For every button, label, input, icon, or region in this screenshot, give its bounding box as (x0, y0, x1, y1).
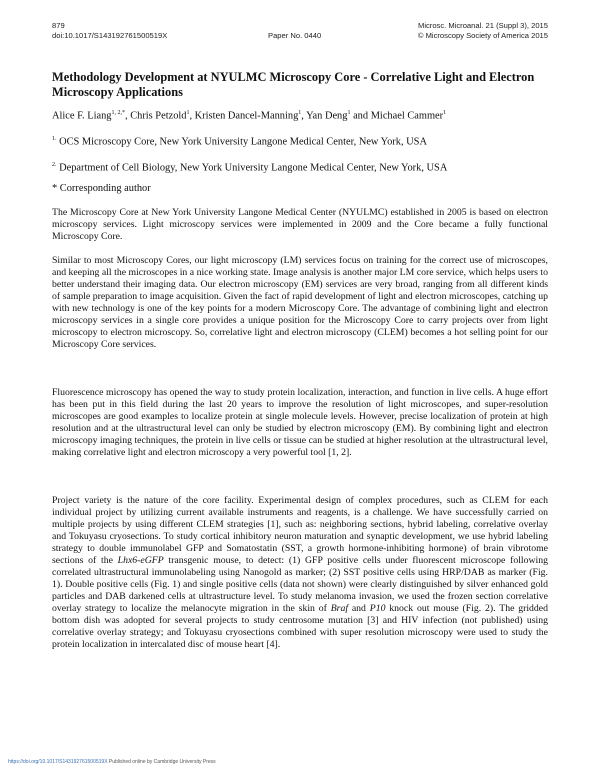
author-affiliation-mark: 1 (298, 110, 302, 116)
affiliation-number: 1. (52, 136, 57, 142)
author-affiliation-mark: 1, 2,* (111, 110, 125, 116)
affiliation-text: Department of Cell Biology, New York University Langone Medical Center, New York, USA (59, 162, 448, 174)
author-name: Chris Petzold (130, 110, 187, 122)
affiliation-1 (52, 136, 548, 147)
affiliation-number: 2. (52, 162, 57, 168)
page-number: 879 (52, 21, 65, 30)
paragraph-2: Similar to most Microscopy Cores, our light microscopy (LM) services focus on training for the correct use of microscopes, and keeping all the microscopes in a nice working state. Image analysis is another major LM core service, which helps users to better understand their imaging data. Our electron microscopy (EM) services are very broad, ranging from all different kinds of sample preparation to image acquisition. Given the fact of rapid development of light and electron microscopes, catching up with new technology is one of the key points for a modern Microscopy Core. The advantage of combining light and electron microscopy services in a single core provides a unique position for the Microscopy Core to carry projects over from light microscopy to electron microscopy. So, correlative light and electron microscopy (CLEM) becomes a hot selling point for our Microscopy Core services. (52, 255, 548, 350)
doi: doi:10.1017/S143192761500519X (52, 30, 168, 40)
author-list: Alice F. Liang$^{1, 2,*}$, Chris Petzold$^1$, Kristen Dancel-Manning$^1$, Yan Deng$^1$ and Michael Cammer$^1$ (52, 110, 447, 122)
journal-citation: Microsc. Microanal. 21 (Suppl 3), 2015 (418, 21, 548, 30)
paragraph-text: transgenic mouse, to detect: (1) GFP positive cells under fluorescent microscope following correlated ultrastructural immunolabeling using Nanogold as marker; (2) SST positive cells using HRP/DAB as marker (Fig. 1). Double positive cells (Fig. 1) and single positive cells (data not shown) were clearly distinguished by silver enhanced gold particles and DAB darkened cells at ultrastructure level. To study melanoma invasion, we used the frozen section correlative overlay strategy to localize the melanocyte migration in the skin of (52, 555, 549, 614)
footer (8, 759, 216, 765)
affiliation-text: OCS Microscopy Core, New York University Langone Medical Center, New York, USA (59, 136, 427, 148)
author-affiliation-mark: 1 (347, 110, 351, 116)
paper-number: Paper No. 0440 (268, 31, 322, 40)
author-name: Kristen Dancel-Manning (194, 110, 299, 122)
paper-title: Methodology Development at NYULMC Microscopy Core - Correlative Light and Electron Microscopy Applications (52, 70, 535, 99)
paragraph-1: The Microscopy Core at New York University Langone Medical Center (NYULMC) established in 2005 is based on electron microscopy services. Light microscopy services were implemented in 2009 and the Core became a fully functional Microscopy Core. (52, 207, 548, 242)
header-right (418, 21, 548, 40)
copyright: © Microscopy Society of America 2015 (417, 30, 548, 40)
author-name: Yan Deng (306, 110, 348, 122)
author-conjunction: and (353, 110, 369, 122)
gene-name: P10 (369, 603, 386, 614)
paragraph-text: knock out mouse (Fig. 2). The gridded bottom dish was adopted for several projects to study centrosome mutation [3] and HIV infection (not published) using correlative overlay strategy; and Tokuyasu cryosections combined with super resolution microscopy were used to study the protein localization in intercalated disc of mouse heart [4]. (52, 603, 549, 650)
affiliation-2 (52, 162, 548, 173)
author-name: Michael Cammer (370, 110, 444, 122)
author-affiliation-mark: 1 (443, 110, 447, 116)
footer-text: Published online by Cambridge University Press (107, 759, 216, 765)
paragraph-4 (52, 495, 548, 651)
paragraph-text: Project variety is the nature of the core facility. Experimental design of complex procedures, such as CLEM for each individual project by utilizing current available instruments and reagents, is a challenge. We have successfully carried on multiple projects by using different CLEM strategies [1], such as: neighboring sections, hybrid labeling, correlative overlay and Tokuyasu cryosections. To study cortical inhibitory neuron maturation and synaptic development, we use hybrid labeling strategy to double immunolabel GFP and Somatostatin (SST, a growth hormone-inhibiting hormone) of brain vibrotome sections of the (52, 495, 548, 566)
doi-link[interactable]: https://doi.org/10.1017/S143192761500519X (8, 759, 108, 765)
gene-name: Lhx6-eGFP (117, 555, 164, 566)
corresponding-author-note: * Corresponding author (52, 183, 151, 194)
author-name: Alice F. Liang (52, 110, 112, 122)
author-affiliation-mark: 1 (186, 110, 190, 116)
gene-name: Braf (330, 603, 349, 614)
paragraph-text: and (348, 603, 370, 614)
paragraph-3: Fluorescence microscopy has opened the way to study protein localization, interaction, and function in live cells. A huge effort has been put in this field during the last 20 years to improve the resolution of light microscopes, and super-resolution microscopes are good examples to localize protein at single molecule levels. However, precise localization of protein at high resolution and at the ultrastructural level can only be studied by electron microscopy (EM). By combining light and electron microscopy imaging techniques, the protein in live cells or tissue can be studied at higher resolution at the ultrastructural level, making correlative light and electron microscopy a very powerful tool [1, 2]. (52, 387, 548, 458)
header-left (52, 21, 167, 40)
